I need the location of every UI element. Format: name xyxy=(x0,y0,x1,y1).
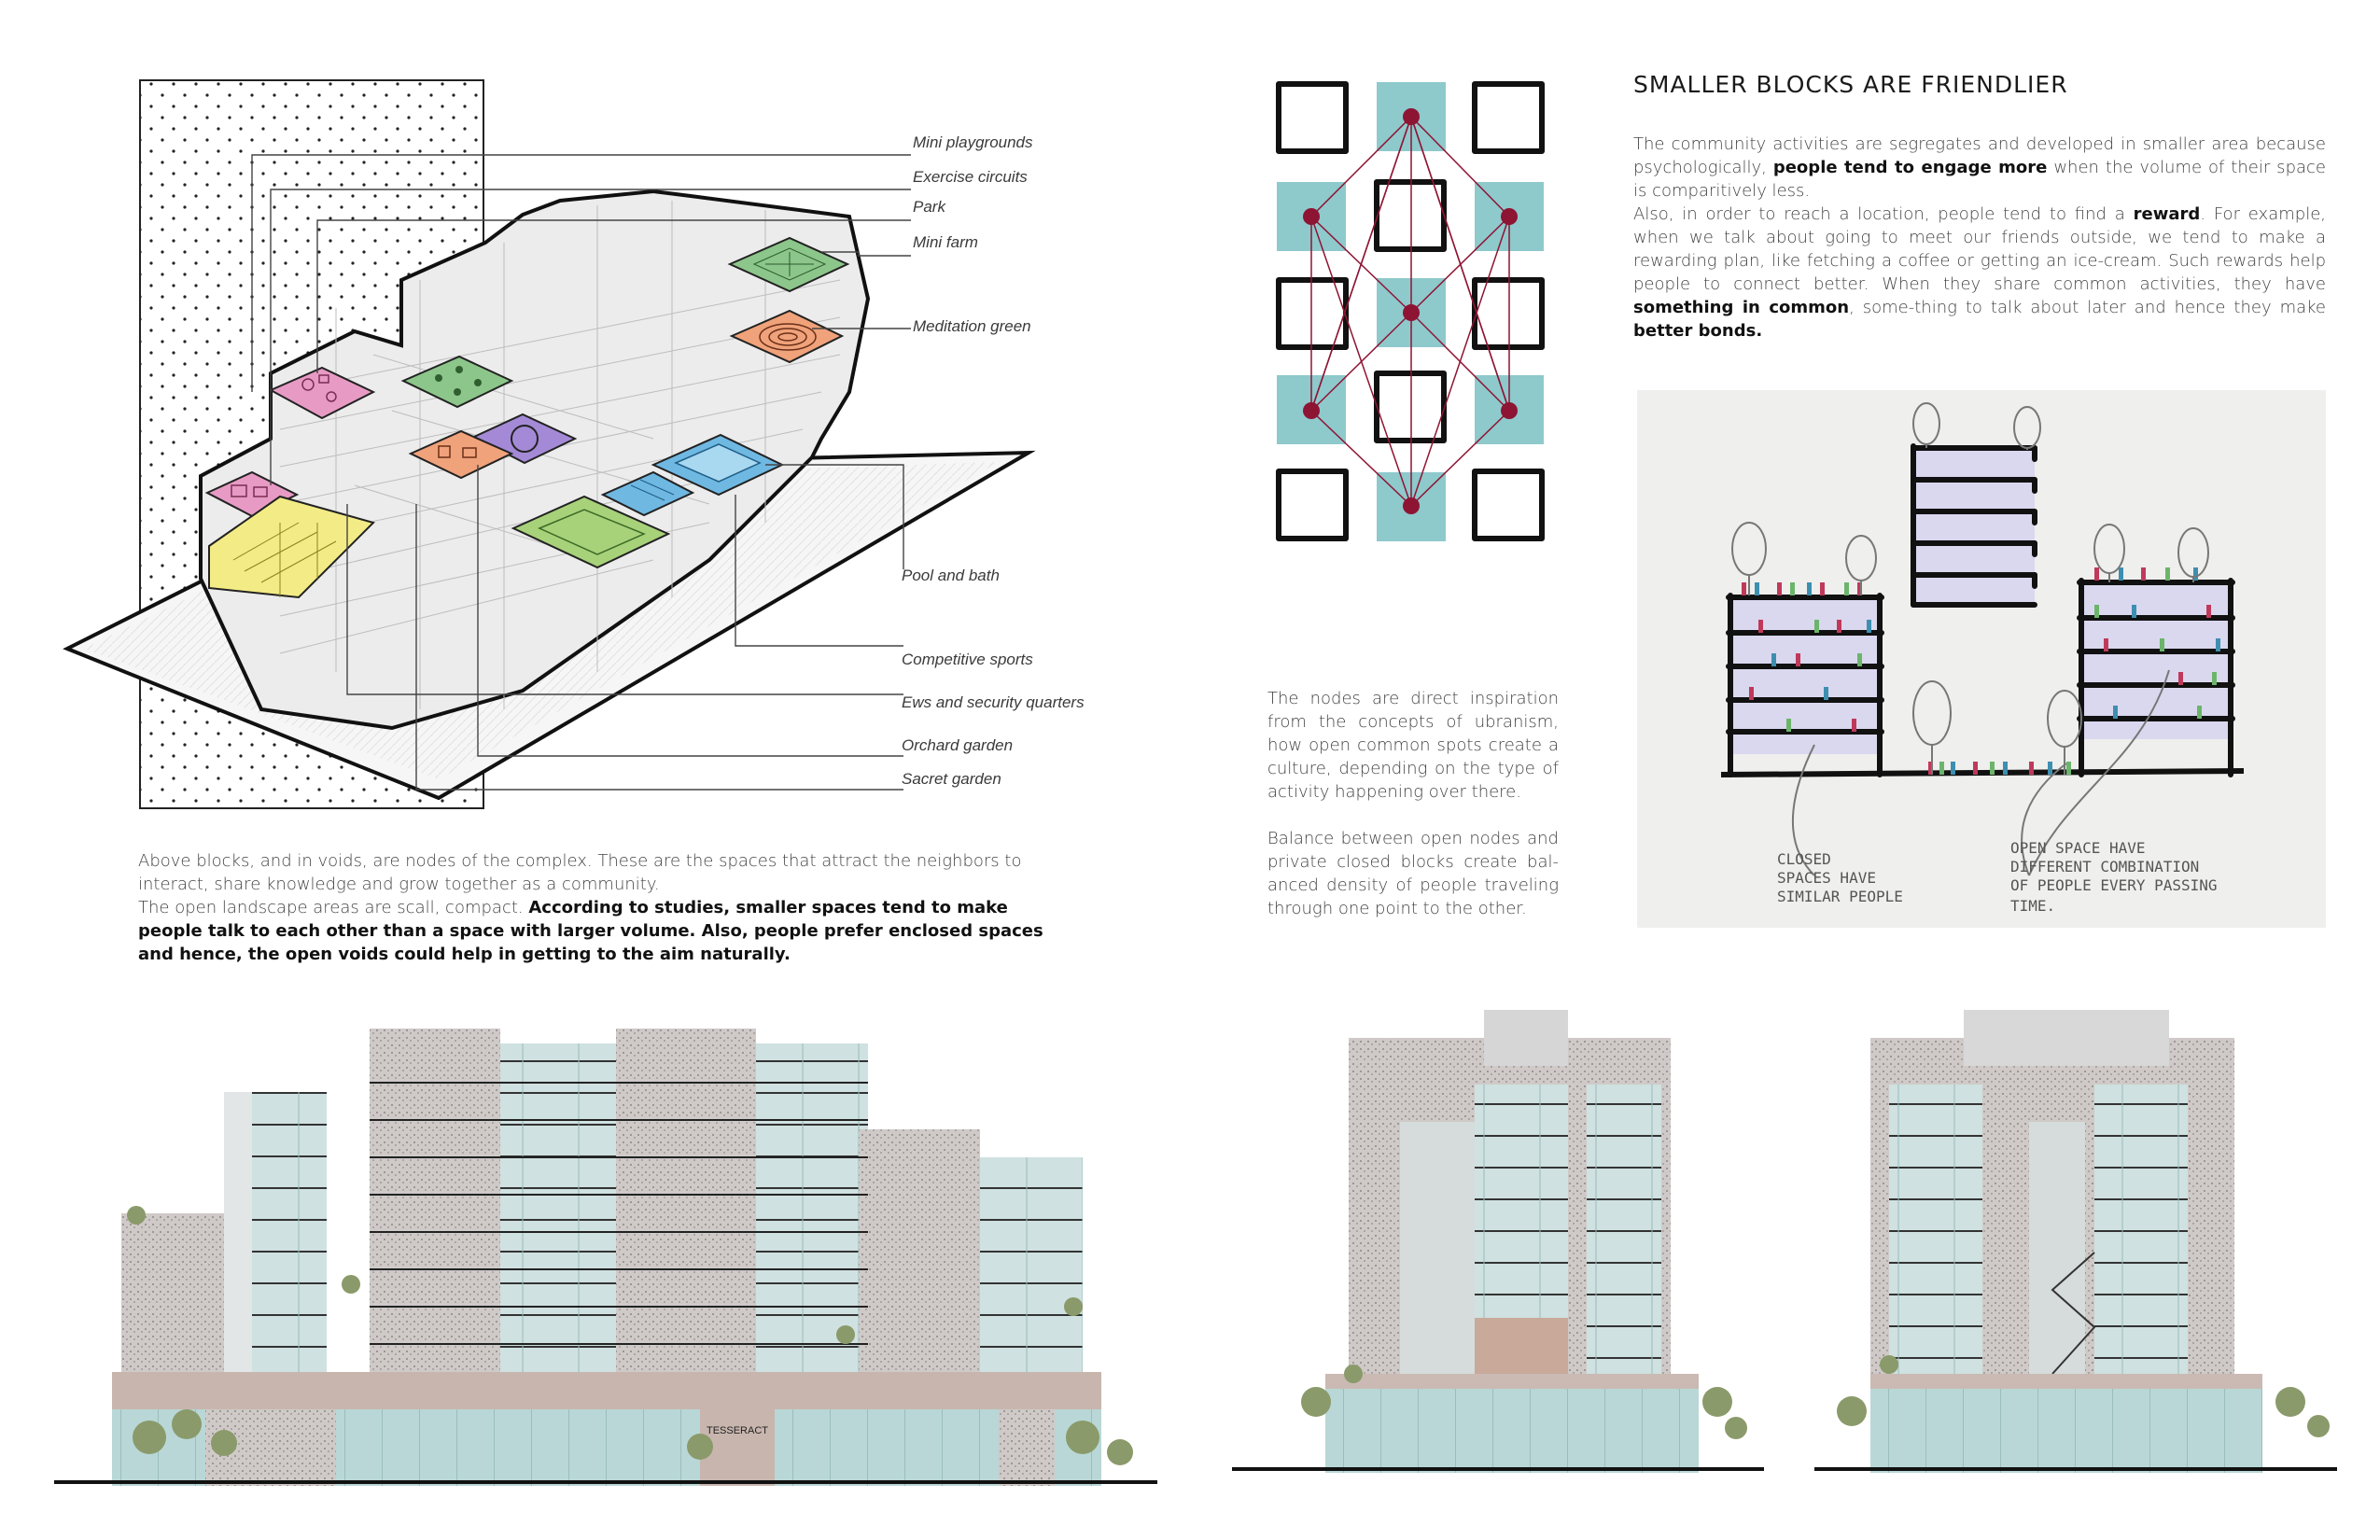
sketch-open-label-4: TIME. xyxy=(2010,897,2056,915)
friendlier-text-3: Also, in order to reach a location, people tend to find a xyxy=(1633,204,2134,224)
label-mini-playgrounds: Mini playgrounds xyxy=(913,133,1033,151)
sketch-closed-label-2: SPACES HAVE xyxy=(1777,869,1876,887)
sketch-open-label-2: DIFFERENT COMBINATION xyxy=(2010,858,2200,875)
sketch-closed-label-1: CLOSED xyxy=(1777,850,1831,868)
sketch-closed-label-3: SIMILAR PEOPLE xyxy=(1777,888,1903,905)
label-orchard-garden: Orchard garden xyxy=(902,736,1014,754)
side-elevation-2 xyxy=(1814,1010,2346,1477)
left-description-p1: Above blocks, and in voids, are nodes of the complex. These are the spaces that attract the neighbors to interact, share knowledge and grow together as a community. xyxy=(138,851,1022,894)
left-description xyxy=(138,849,1064,966)
sketch-open-label-3: OF PEOPLE EVERY PASSING xyxy=(2010,876,2218,894)
label-ews-quarters: Ews and security quarters xyxy=(902,693,1085,711)
nodes-description-p1: The nodes are direct inspiration from the concepts of ubranism, how open common spots create a culture, depending on the type of activity happening over there. xyxy=(1267,689,1559,802)
label-park: Park xyxy=(913,198,945,216)
community-sketch xyxy=(1637,390,2326,928)
friendlier-bold-2: reward xyxy=(2133,204,2201,224)
friendlier-description xyxy=(1633,133,2326,343)
label-competitive-sports: Competitive sports xyxy=(902,651,1033,668)
label-sacret-garden: Sacret garden xyxy=(902,770,1001,788)
left-description-p2 xyxy=(138,896,1064,966)
friendlier-bold-3: something in common xyxy=(1633,298,1850,317)
left-description-p2-bold: According to studies, smaller spaces tend to make people talk to each other than a space with larger volume. Also, people prefer enclosed spaces and hence, the open voids could help in getting to the aim naturally. xyxy=(138,898,1043,964)
axonometric-diagram xyxy=(0,0,1157,840)
nodes-description-p2: Balance between open nodes and private closed blocks create bal-anced density of people traveling through one point to the other. xyxy=(1267,829,1559,918)
page-title: SMALLER BLOCKS ARE FRIENDLIER xyxy=(1633,71,2068,98)
label-exercise-circuits: Exercise circuits xyxy=(913,168,1028,186)
friendlier-bold-1: people tend to engage more xyxy=(1772,158,2048,177)
friendlier-text-1: The community activities are segregates and developed in smaller area because psychologically, xyxy=(1633,134,2326,177)
tesseract-sign: TESSERACT xyxy=(706,1425,769,1436)
friendlier-text-4: . For example, when we talk about going to meet our friends outside, we tend to make a rewarding plan, like fetching a coffee or getting an ice-cream. Such rewards help people to connect better. When they share common activities, they have xyxy=(1633,204,2326,294)
label-meditation-green: Meditation green xyxy=(913,317,1031,335)
friendlier-text-2: when the volume of their space is comparitively less. xyxy=(1633,158,2326,201)
nodes-description xyxy=(1267,687,1559,920)
label-pool-and-bath: Pool and bath xyxy=(902,567,1000,584)
friendlier-bold-4: better bonds. xyxy=(1633,321,1763,341)
front-elevation xyxy=(47,999,1167,1493)
side-elevation-1 xyxy=(1232,1010,1773,1477)
sketch-left-block xyxy=(1729,595,1882,775)
node-grid-diagram xyxy=(1269,75,1559,560)
left-description-p2-normal: The open landscape areas are scall, compact. xyxy=(138,898,529,917)
label-mini-farm: Mini farm xyxy=(913,233,978,251)
sketch-closed-block xyxy=(1913,446,2035,605)
sketch-open-label-1: OPEN SPACE HAVE xyxy=(2010,839,2146,857)
friendlier-text-5: , some-thing to talk about later and hence they make xyxy=(1849,298,2327,317)
